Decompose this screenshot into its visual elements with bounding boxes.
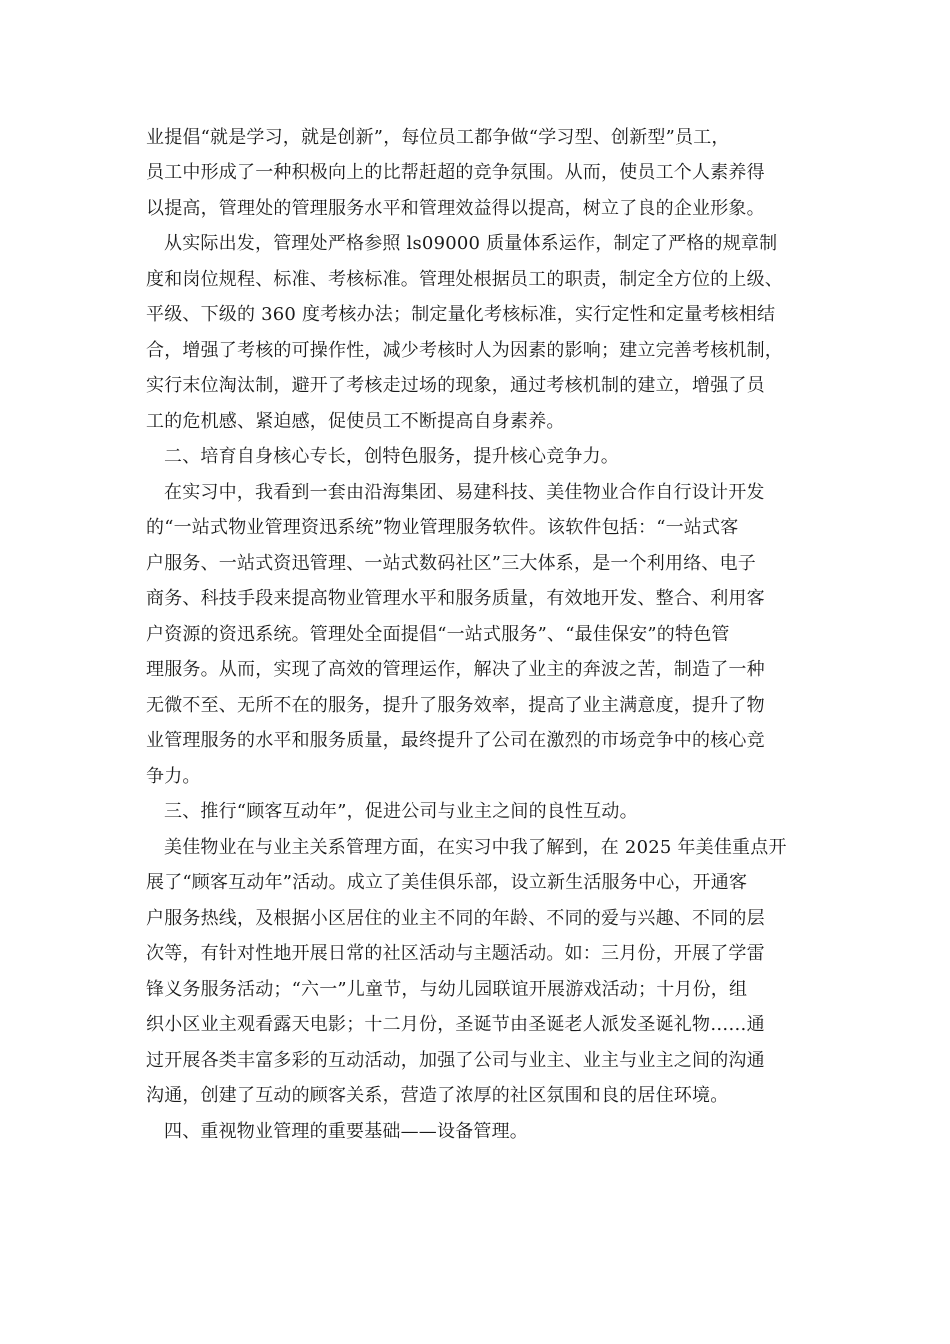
paragraph-line: 沟通，创建了互动的顾客关系，营造了浓厚的社区氛围和良的居住环境。	[146, 1085, 729, 1106]
paragraph-line: 次等，有针对性地开展日常的社区活动与主题活动。如：三月份，开展了学雷	[146, 943, 765, 964]
section-heading: 二、培育自身核心专长，创特色服务，提升核心竞争力。	[164, 446, 619, 467]
paragraph-line: 平级、下级的 360 度考核办法；制定量化考核标准，实行定性和定量考核相结	[146, 304, 776, 325]
paragraph-line: 合，增强了考核的可操作性，减少考核时人为因素的影响；建立完善考核机制，	[146, 340, 783, 361]
paragraph-line: 展了“顾客互动年”活动。成立了美佳俱乐部，设立新生活服务中心，开通客	[146, 872, 748, 893]
paragraph-line: 织小区业主观看露天电影；十二月份，圣诞节由圣诞老人派发圣诞礼物……通	[146, 1014, 765, 1035]
paragraph-line: 无微不至、无所不在的服务，提升了服务效率，提高了业主满意度，提升了物	[146, 695, 765, 716]
section-heading: 三、推行“顾客互动年”，促进公司与业主之间的良性互动。	[164, 801, 638, 822]
paragraph-line: 的“一站式物业管理资迅系统”物业管理服务软件。该软件包括：“一站式客	[146, 517, 739, 538]
paragraph-line: 业管理服务的水平和服务质量，最终提升了公司在激烈的市场竞争中的核心竞	[146, 730, 765, 751]
paragraph-line: 争力。	[146, 766, 201, 787]
paragraph-line: 锋义务服务活动；“六一”儿童节，与幼儿园联谊开展游戏活动；十月份，组	[146, 979, 748, 1000]
paragraph-line: 实行末位淘汰制，避开了考核走过场的现象，通过考核机制的建立，增强了员	[146, 375, 765, 396]
paragraph-line: 业提倡“就是学习，就是创新”，每位员工都争做“学习型、创新型”员工，	[146, 127, 730, 148]
section-heading: 四、重视物业管理的重要基础——设备管理。	[164, 1121, 528, 1142]
paragraph-line: 户资源的资迅系统。管理处全面提倡“一站式服务”、“最佳保安”的特色管	[146, 624, 730, 645]
paragraph-line: 美佳物业在与业主关系管理方面，在实习中我了解到，在 2025 年美佳重点开	[164, 837, 787, 858]
paragraph-line: 理服务。从而，实现了高效的管理运作，解决了业主的奔波之苦，制造了一种	[146, 659, 765, 680]
paragraph-line: 工的危机感、紧迫感，促使员工不断提高自身素养。	[146, 411, 565, 432]
paragraph-line: 从实际出发，管理处严格参照 ls09000 质量体系运作，制定了严格的规章制	[164, 233, 778, 254]
paragraph-line: 在实习中，我看到一套由沿海集团、易建科技、美佳物业合作自行设计开发	[164, 482, 765, 503]
paragraph-line: 户服务、一站式资迅管理、一站式数码社区”三大体系，是一个利用络、电子	[146, 553, 756, 574]
paragraph-line: 商务、科技手段来提高物业管理水平和服务质量，有效地开发、整合、利用客	[146, 588, 765, 609]
paragraph-line: 员工中形成了一种积极向上的比帮赶超的竞争氛围。从而，使员工个人素养得	[146, 162, 765, 183]
paragraph-line: 以提高，管理处的管理服务水平和管理效益得以提高，树立了良的企业形象。	[146, 198, 765, 219]
paragraph-line: 户服务热线，及根据小区居住的业主不同的年龄、不同的爱与兴趣、不同的层	[146, 908, 765, 929]
paragraph-line: 过开展各类丰富多彩的互动活动，加强了公司与业主、业主与业主之间的沟通	[146, 1050, 765, 1071]
paragraph-line: 度和岗位规程、标准、考核标准。管理处根据员工的职责，制定全方位的上级、	[146, 269, 783, 290]
